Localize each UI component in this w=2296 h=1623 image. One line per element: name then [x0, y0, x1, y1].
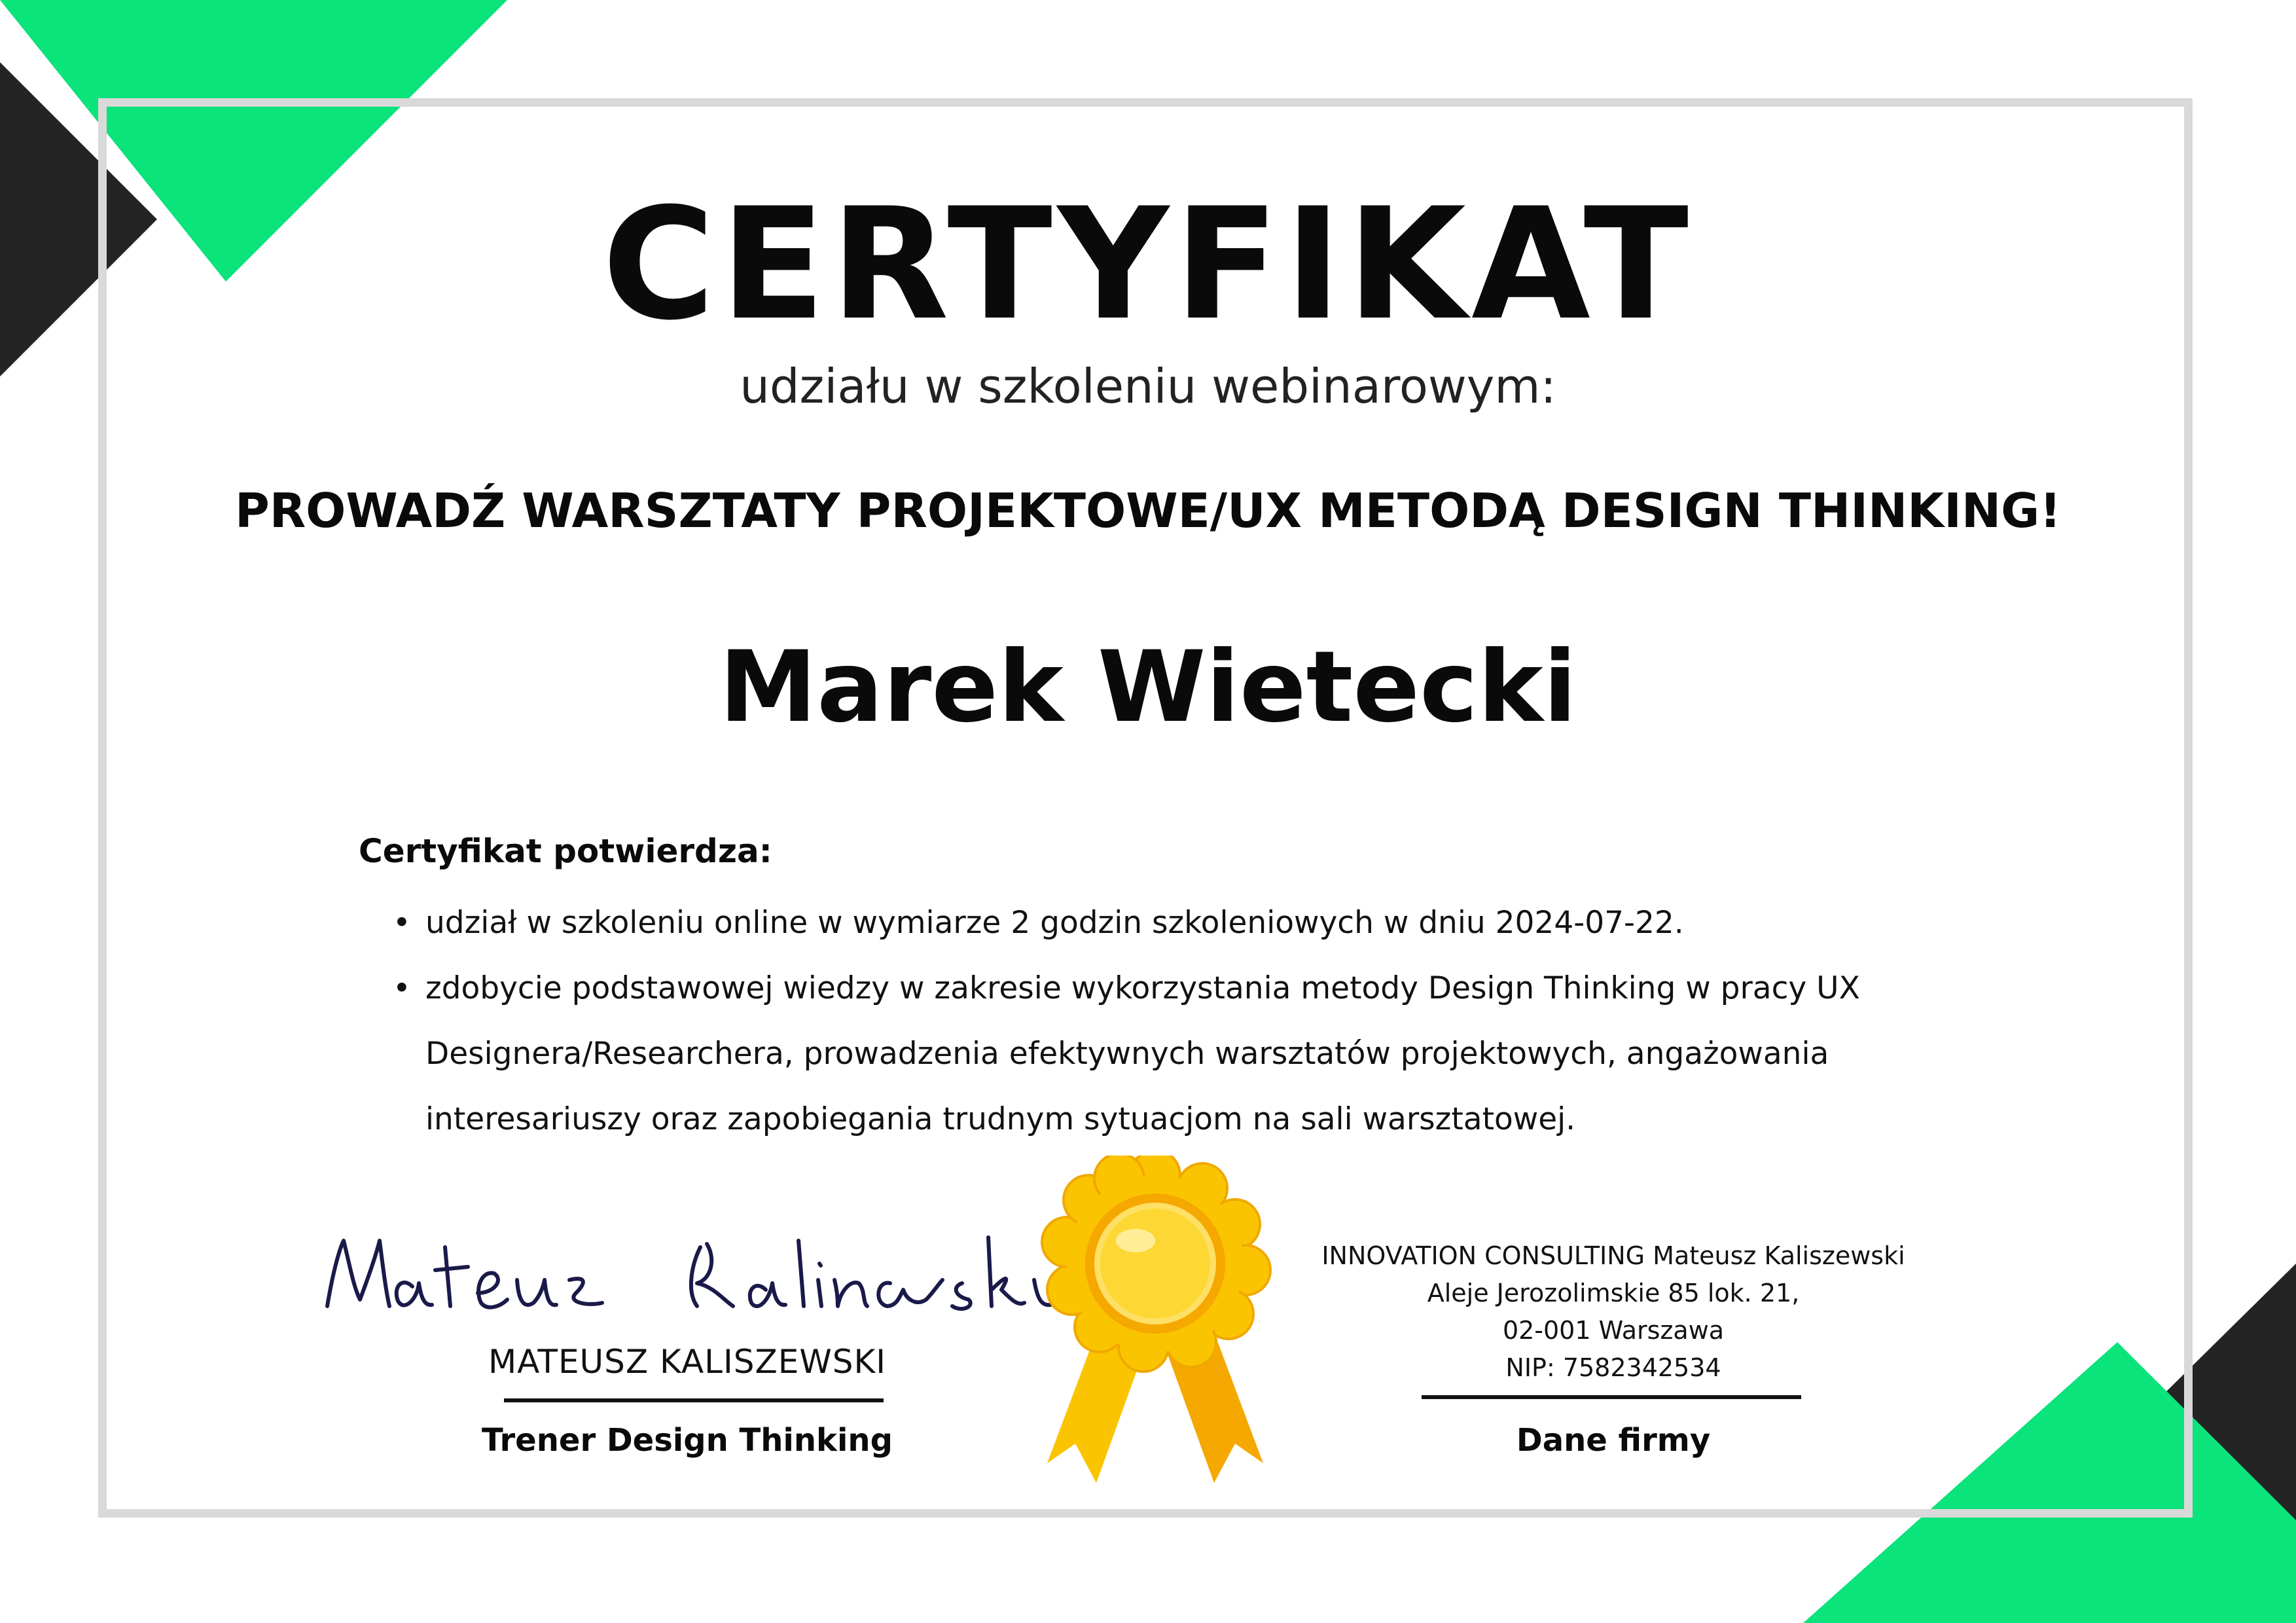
rosette-shine — [1116, 1229, 1155, 1252]
list-item — [393, 890, 2016, 956]
signer-role: Trener Design Thinking — [482, 1422, 893, 1459]
list-item — [393, 956, 2016, 1152]
signer-name: MATEUSZ KALISZEWSKI — [488, 1343, 887, 1381]
signature-divider — [504, 1398, 884, 1402]
participant-name: Marek Wietecki — [719, 630, 1577, 744]
company-name: INNOVATION CONSULTING Mateusz Kaliszewski — [1321, 1241, 1905, 1270]
confirms-list — [393, 890, 2016, 1152]
company-label: Dane firmy — [1516, 1422, 1711, 1459]
confirms-heading: Certyfikat potwierdza: — [359, 832, 772, 870]
course-title: PROWADŹ WARSZTATY PROJEKTOWE/UX METODĄ DESIGN THINKING! — [234, 483, 2062, 538]
list-item-text: zdobycie podstawowej wiedzy w zakresie wykorzystania metody Design Thinking w pracy UX Designera/Researchera, prowadzenia efektywnych warsztatów projektowych, angażowania interesariuszy oraz zapobiegania trudnym sytuacjom na sali warsztatowej. — [425, 970, 1860, 1137]
company-details — [1270, 1237, 1957, 1387]
list-item-text: udział w szkoleniu online w wymiarze 2 godzin szkoleniowych w dniu 2024-07-22. — [425, 905, 1684, 941]
certificate-subtitle: udziału w szkoleniu webinarowym: — [740, 359, 1556, 414]
bullet-dot: • — [393, 905, 411, 941]
certificate-title: CERTYFIKAT — [602, 175, 1694, 354]
company-divider — [1422, 1395, 1801, 1399]
award-rosette-icon — [1031, 1156, 1280, 1483]
company-city: 02-001 Warszawa — [1502, 1316, 1725, 1345]
handwritten-signature — [314, 1208, 1073, 1339]
company-nip: NIP: 7582342534 — [1505, 1353, 1721, 1382]
bullet-dot: • — [393, 970, 411, 1006]
company-address: Aleje Jerozolimskie 85 lok. 21, — [1427, 1279, 1800, 1307]
rosette-center — [1100, 1209, 1210, 1319]
